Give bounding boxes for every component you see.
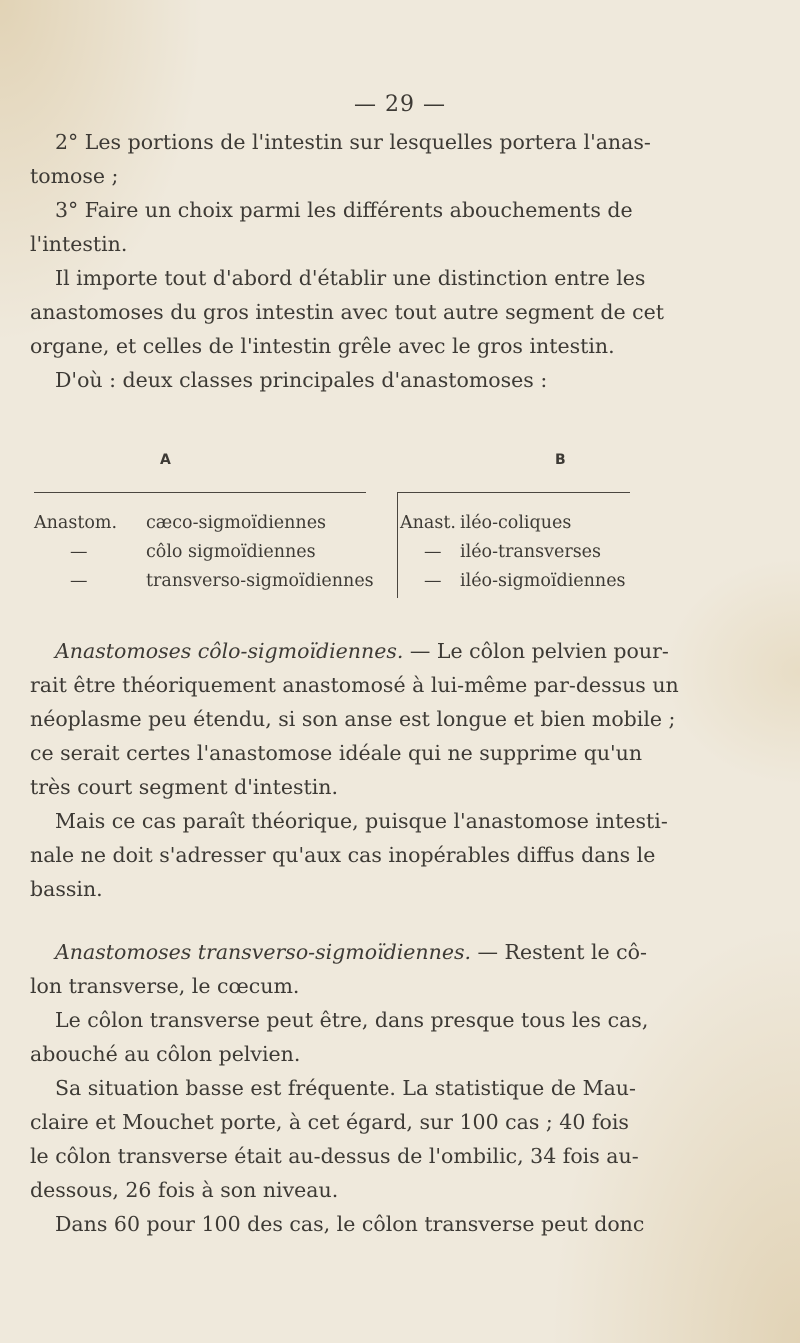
body-line: nale ne doit s'adresser qu'aux cas inopérables diffus dans le [30, 843, 656, 867]
body-line: lon transverse, le cœcum. [30, 974, 300, 998]
section-heading: Anastomoses transverso-sigmoïdiennes. [55, 940, 472, 964]
table-cell-b-term: iléo-sigmoïdiennes [460, 571, 626, 591]
intro-line: D'où : deux classes principales d'anastomoses : [55, 368, 548, 392]
table-cell-b-prefix: Anast. [400, 513, 456, 533]
body-line: bassin. [30, 877, 103, 901]
intro-line: Il importe tout d'abord d'établir une distinction entre les [55, 266, 646, 290]
body-line: Mais ce cas paraît théorique, puisque l'anastomose intesti- [55, 809, 668, 833]
section-first-line-text: — Restent le cô- [471, 940, 647, 964]
body-line: Sa situation basse est fréquente. La statistique de Mau- [55, 1076, 636, 1100]
body-line: rait être théoriquement anastomosé à lui-même par-dessus un [30, 673, 679, 697]
column-b-header: B [555, 452, 566, 468]
body-line: le côlon transverse était au-dessus de l'ombilic, 34 fois au- [30, 1144, 639, 1168]
table-cell-b-prefix: — [424, 542, 442, 562]
intro-line: tomose ; [30, 164, 119, 188]
body-line: claire et Mouchet porte, à cet égard, sur 100 cas ; 40 fois [30, 1110, 629, 1134]
table-cell-a-term: transverso-sigmoïdiennes [146, 571, 374, 591]
body-line: abouché au côlon pelvien. [30, 1042, 301, 1066]
table-cell-b-term: iléo-coliques [460, 513, 572, 533]
intro-line: 3° Faire un choix parmi les différents abouchements de [55, 198, 633, 222]
body-line: dessous, 26 fois à son niveau. [30, 1178, 339, 1202]
body-line: Le côlon transverse peut être, dans presque tous les cas, [55, 1008, 649, 1032]
page-number: — 29 — [354, 92, 446, 117]
table-cell-a-prefix: — [70, 571, 88, 591]
intro-line: organe, et celles de l'intestin grêle avec le gros intestin. [30, 334, 615, 358]
intro-line: l'intestin. [30, 232, 128, 256]
table-cell-b-term: iléo-transverses [460, 542, 602, 562]
table-cell-a-prefix: Anastom. [34, 513, 118, 533]
section-first-line [55, 634, 669, 668]
body-line: Dans 60 pour 100 des cas, le côlon transverse peut donc [55, 1212, 645, 1236]
section-first-line-text: — Le côlon pelvien pour- [403, 639, 669, 663]
body-line: très court segment d'intestin. [30, 775, 339, 799]
column-a-header: A [160, 452, 171, 468]
table-cell-a-prefix: — [70, 542, 88, 562]
table-cell-a-term: côlo sigmoïdiennes [146, 542, 316, 562]
body-line: ce serait certes l'anastomose idéale qui ne supprime qu'un [30, 741, 643, 765]
table-column-divider [397, 492, 398, 598]
table-rule-a [34, 492, 366, 493]
body-line: néoplasme peu étendu, si son anse est longue et bien mobile ; [30, 707, 676, 731]
table-cell-a-term: cæco-sigmoïdiennes [146, 513, 327, 533]
section-heading: Anastomoses côlo-sigmoïdiennes. [55, 639, 404, 663]
table-cell-b-prefix: — [424, 571, 442, 591]
intro-line: 2° Les portions de l'intestin sur lesquelles portera l'anas- [55, 130, 651, 154]
section-first-line [55, 935, 647, 969]
intro-line: anastomoses du gros intestin avec tout autre segment de cet [30, 300, 665, 324]
table-rule-b [397, 492, 630, 493]
